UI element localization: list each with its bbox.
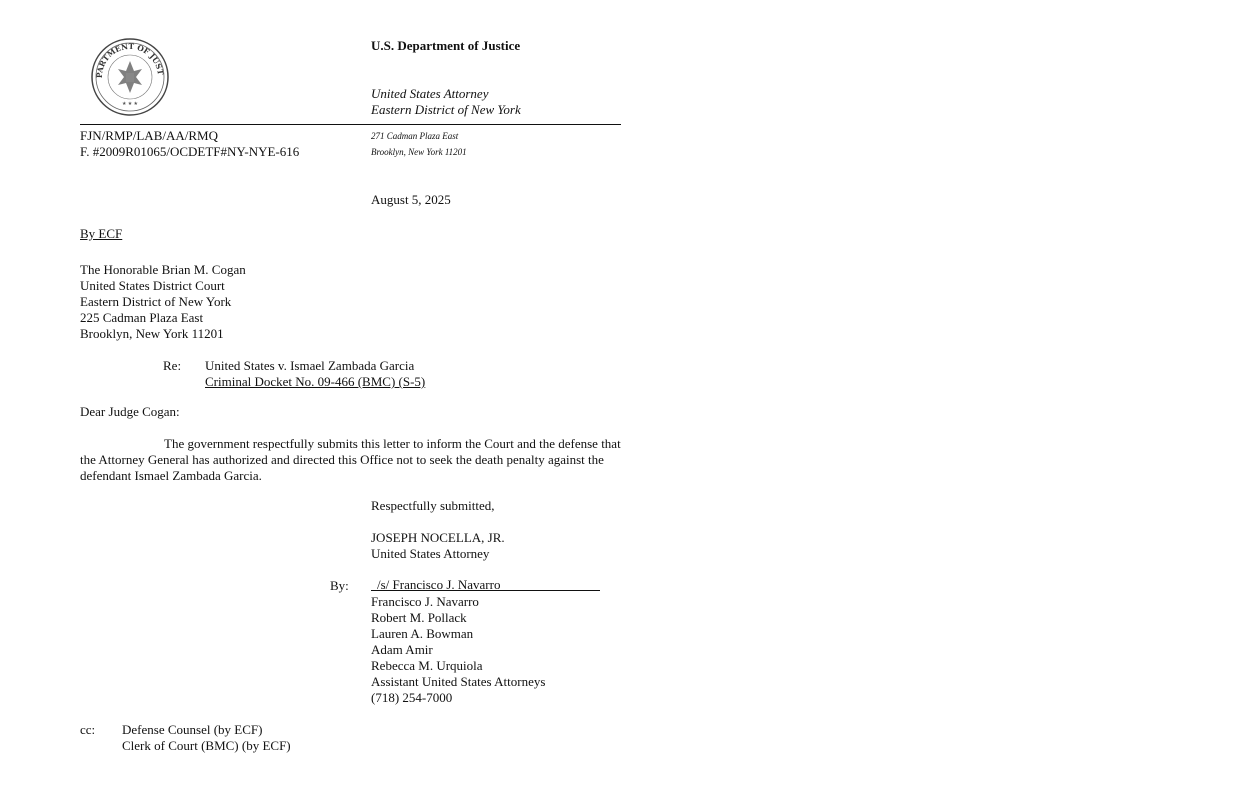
electronic-signature: /s/ Francisco J. Navarro: [377, 577, 501, 592]
letter-date: August 5, 2025: [371, 192, 451, 207]
re-label: Re:: [163, 358, 182, 373]
signatory-title: United States Attorney: [371, 546, 490, 561]
by-label: By:: [330, 578, 349, 593]
address-line-2: Brooklyn, New York 11201: [371, 147, 467, 157]
office-line-1: United States Attorney: [371, 86, 489, 101]
svg-text:DEPARTMENT OF JUSTICE: PARTMENT OF JUST: [94, 41, 165, 79]
cc-label: cc:: [80, 722, 96, 737]
attorney-name-2: Robert M. Pollack: [371, 610, 467, 625]
attorney-name-1: Francisco J. Navarro: [371, 594, 479, 609]
attorney-name-5: Rebecca M. Urquiola: [371, 658, 483, 673]
attorney-name-4: Adam Amir: [371, 642, 433, 657]
addressee-line-3: Eastern District of New York: [80, 294, 232, 309]
re-docket: Criminal Docket No. 09-466 (BMC) (S-5): [205, 374, 426, 389]
attorney-title: Assistant United States Attorneys: [371, 674, 546, 689]
reference-initials: FJN/RMP/LAB/AA/RMQ: [80, 128, 218, 143]
address-line-1: 271 Cadman Plaza East: [371, 131, 459, 141]
file-number: F. #2009R01065/OCDETF#NY-NYE-616: [80, 144, 300, 159]
cc-line-1: Defense Counsel (by ECF): [122, 722, 263, 737]
doj-seal-icon: [90, 37, 170, 117]
addressee-line-1: The Honorable Brian M. Cogan: [80, 262, 246, 277]
salutation: Dear Judge Cogan:: [80, 404, 180, 419]
re-case: United States v. Ismael Zambada Garcia: [205, 358, 415, 373]
closing: Respectfully submitted,: [371, 498, 495, 513]
signature-line: [371, 590, 600, 591]
office-phone: (718) 254-7000: [371, 690, 453, 705]
addressee-line-2: United States District Court: [80, 278, 225, 293]
attorney-name-3: Lauren A. Bowman: [371, 626, 474, 641]
delivery-method: By ECF: [80, 226, 123, 241]
signatory-name: JOSEPH NOCELLA, JR.: [371, 530, 505, 545]
cc-line-2: Clerk of Court (BMC) (by ECF): [122, 738, 291, 753]
letterhead-divider: [80, 124, 621, 125]
agency-name: U.S. Department of Justice: [371, 38, 521, 53]
office-line-2: Eastern District of New York: [371, 102, 521, 117]
svg-text:★ ★ ★: ★ ★ ★: [122, 102, 138, 107]
addressee-line-5: Brooklyn, New York 11201: [80, 326, 224, 341]
addressee-line-4: 225 Cadman Plaza East: [80, 310, 204, 325]
letter-body: The government respectfully submits this letter to inform the Court and the defense that the Attorney General has authorized and directed this Office not to seek the death penalty against the defendant Ismael Zambada Garcia.: [80, 436, 621, 483]
